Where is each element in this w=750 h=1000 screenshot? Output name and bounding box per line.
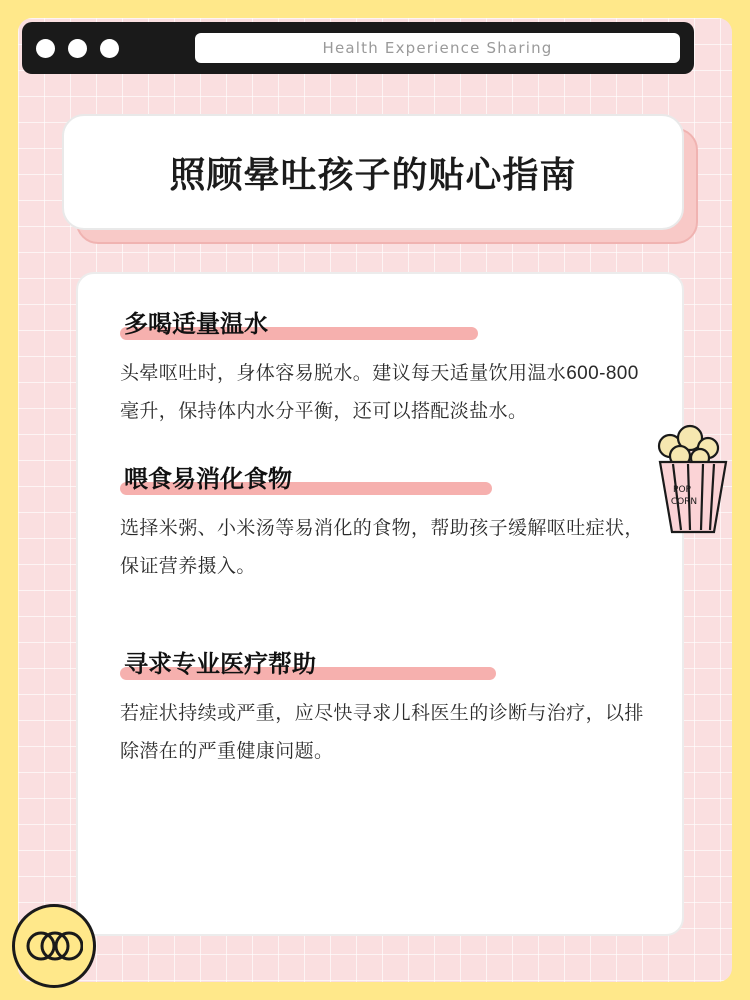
section-2-heading (120, 457, 292, 496)
section-3-heading-text: 寻求专业医疗帮助 (124, 651, 316, 678)
popcorn-icon (640, 420, 732, 540)
window-dot-3[interactable] (100, 39, 119, 58)
browser-topbar (22, 22, 694, 74)
title-panel (62, 114, 684, 230)
section-1-body: 头晕呕吐时，身体容易脱水。建议每天适量饮用温水600-800毫升，保持体内水分平衡，还可以搭配淡盐水。 (120, 363, 639, 422)
section-3-body: 若症状持续或严重，应尽快寻求儿科医生的诊断与治疗，以排除潜在的严重健康问题。 (120, 703, 644, 762)
section-3 (120, 642, 646, 771)
section-2-body: 选择米粥、小米汤等易消化的食物，帮助孩子缓解呕吐症状，保证营养摄入。 (120, 518, 644, 577)
content-panel (76, 272, 684, 936)
section-2-heading-text: 喂食易消化食物 (124, 466, 292, 493)
section-2 (120, 457, 646, 586)
brand-logo[interactable] (12, 904, 96, 988)
window-dot-1[interactable] (36, 39, 55, 58)
page-title: 照顾晕吐孩子的贴心指南 (169, 153, 577, 195)
section-1-heading (120, 302, 268, 341)
window-controls (36, 39, 119, 58)
address-bar[interactable] (195, 33, 680, 63)
window-dot-2[interactable] (68, 39, 87, 58)
section-1-heading-text: 多喝适量温水 (124, 311, 268, 338)
popcorn-label: POP (673, 485, 691, 495)
svg-text:CORN: CORN (670, 497, 698, 507)
section-1 (120, 302, 646, 431)
address-bar-text: Health Experience Sharing (322, 39, 553, 57)
section-3-heading (120, 642, 316, 681)
logo-mark (25, 926, 83, 966)
